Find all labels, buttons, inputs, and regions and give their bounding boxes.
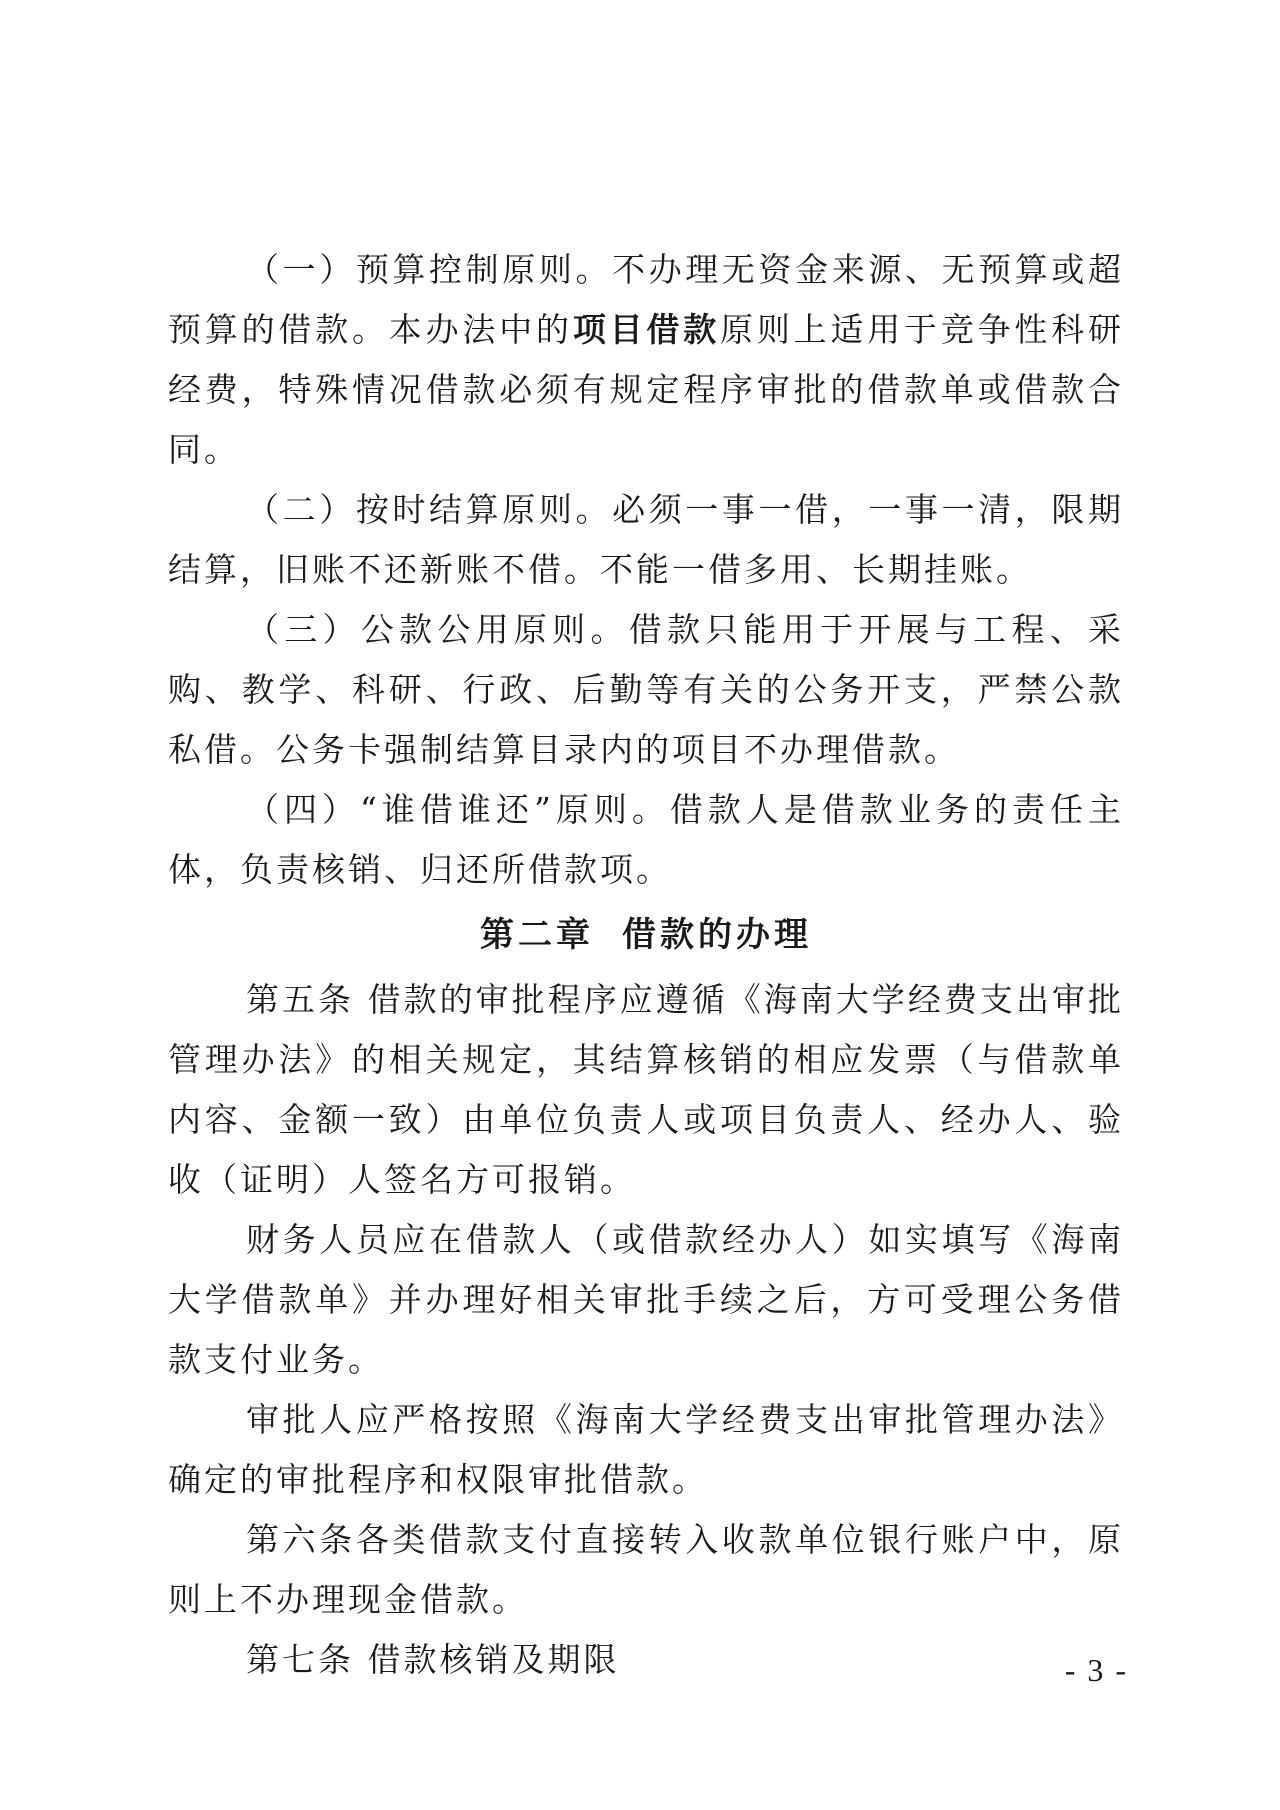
article-5-paragraph-3: 审批人应严格按照《海南大学经费支出审批管理办法》确定的审批程序和权限审批借款。: [168, 1400, 1124, 1499]
page-number: - 3 -: [1064, 1652, 1128, 1688]
chapter-heading: [168, 900, 1124, 970]
chapter-title: 借款的办理: [622, 915, 812, 955]
principle-timely-settlement: （二）按时结算原则。必须一事一借，一事一清，限期结算，旧账不还新账不借。不能一借多用、长期挂账。: [168, 490, 1124, 589]
principle-1-text-a: （一）预算控制原则。不办理无资金来源、无预算或超预算的借款。本办法中的: [168, 250, 1124, 349]
project-loan-term: 项目借款: [572, 310, 721, 349]
principle-1-text-b: 原则上适用于竞争性科研经费，特殊情况借款必须有规定程序审批的借款单或借款合同。: [168, 310, 1125, 469]
chapter-number: 第二章: [480, 915, 594, 955]
principle-public-use: （三）公款公用原则。借款只能用于开展与工程、采购、教学、科研、行政、后勤等有关的公务开支，严禁公款私借。公务卡强制结算目录内的项目不办理借款。: [168, 610, 1124, 769]
article-6: 第六条各类借款支付直接转入收款单位银行账户中，原则上不办理现金借款。: [168, 1520, 1124, 1619]
article-5-paragraph-2: 财务人员应在借款人（或借款经办人）如实填写《海南大学借款单》并办理好相关审批手续之后，方可受理公务借款支付业务。: [168, 1220, 1124, 1379]
article-7: 第七条 借款核销及期限: [246, 1640, 620, 1679]
principle-borrower-repays: （四）“谁借谁还”原则。借款人是借款业务的责任主体，负责核销、归还所借款项。: [168, 790, 1124, 889]
article-5: 第五条 借款的审批程序应遵循《海南大学经费支出审批管理办法》的相关规定，其结算核销的相应发票（与借款单内容、金额一致）由单位负责人或项目负责人、经办人、验收（证明）人签名方可报销。: [168, 980, 1124, 1199]
principle-budget-control: [168, 240, 1124, 480]
document-body: [168, 240, 1124, 1690]
